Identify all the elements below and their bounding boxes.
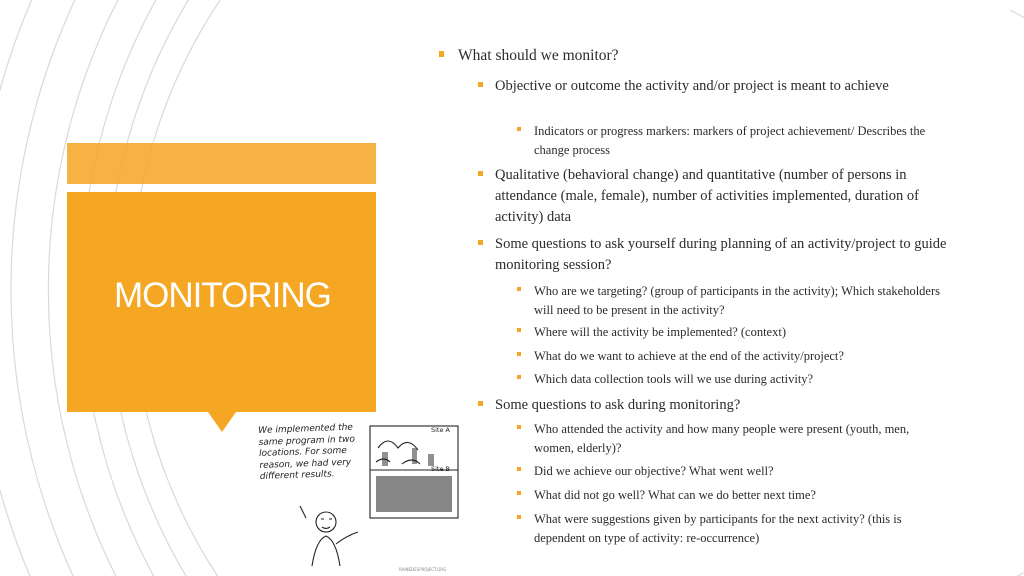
bullet-marker bbox=[517, 515, 521, 519]
title-box-pointer bbox=[208, 412, 236, 432]
bullet-level3 bbox=[534, 122, 952, 159]
bullet-marker bbox=[517, 425, 521, 429]
bullet-level3 bbox=[534, 370, 954, 389]
bullet-marker bbox=[517, 375, 521, 379]
bullet-level3 bbox=[534, 510, 944, 547]
bullet-marker bbox=[517, 467, 521, 471]
bullet-level2 bbox=[495, 76, 950, 97]
bullet-level3 bbox=[534, 323, 954, 342]
bullet-level3 bbox=[534, 462, 954, 481]
bullet-level3 bbox=[534, 347, 954, 366]
bullet-marker bbox=[478, 82, 483, 87]
bullet-marker bbox=[478, 240, 483, 245]
bullet-level3 bbox=[534, 486, 954, 505]
bullet-text: Objective or outcome the activity and/or project is meant to achieve bbox=[495, 78, 889, 94]
bullet-marker bbox=[517, 287, 521, 291]
title-accent-band bbox=[67, 143, 376, 184]
bullet-text: Who attended the activity and how many people were present (youth, men, women, elderly)? bbox=[534, 422, 910, 455]
bullet-text: What were suggestions given by participants for the next activity? (this is dependent on type of activity: re-occurrence) bbox=[534, 512, 902, 545]
bullet-marker bbox=[517, 491, 521, 495]
bullet-text: Some questions to ask during monitoring? bbox=[495, 397, 741, 413]
bullet-text: Indicators or progress markers: markers of project achievement/ Describes the change process bbox=[534, 124, 926, 157]
slide-title: MONITORING bbox=[114, 276, 331, 315]
cartoon-site-b-label: Site B bbox=[431, 465, 451, 473]
bullet-text: Which data collection tools will we use during activity? bbox=[534, 372, 814, 386]
bullet-level3 bbox=[534, 282, 954, 319]
bullet-text: What do we want to achieve at the end of the activity/project? bbox=[534, 349, 844, 363]
bullet-level2 bbox=[495, 234, 950, 276]
bullet-text: Where will the activity be implemented? (context) bbox=[534, 325, 786, 339]
bullet-marker bbox=[478, 401, 483, 406]
image-credit: RAINEDESPROJECT.ORG bbox=[399, 567, 447, 572]
bullet-level3 bbox=[534, 420, 944, 457]
bullet-text: What should we monitor? bbox=[458, 47, 619, 64]
cartoon-site-a-label: Site A bbox=[431, 426, 450, 434]
bullet-text: Who are we targeting? (group of participants in the activity); Which stakeholders will need to be present in the activity? bbox=[534, 284, 940, 317]
bullet-text: Did we achieve our objective? What went well? bbox=[534, 464, 774, 478]
bullet-marker bbox=[517, 127, 521, 131]
bullet-level2 bbox=[495, 395, 950, 416]
bullet-marker bbox=[439, 51, 444, 57]
bullet-text: Qualitative (behavioral change) and quantitative (number of persons in attendance (male, female), number of activities implemented, duration of activity) data bbox=[495, 167, 919, 225]
bullet-text: What did not go well? What can we do better next time? bbox=[534, 488, 816, 502]
bullet-marker bbox=[478, 171, 483, 176]
bullet-level1 bbox=[458, 46, 938, 65]
cartoon-caption: We implemented the same program in two locations. For some reason, we had very different results. bbox=[258, 422, 356, 482]
bullet-marker bbox=[517, 328, 521, 332]
bullet-marker bbox=[517, 352, 521, 356]
bullet-level2 bbox=[495, 165, 955, 228]
bullet-text: Some questions to ask yourself during planning of an activity/project to guide monitoring session? bbox=[495, 236, 947, 273]
